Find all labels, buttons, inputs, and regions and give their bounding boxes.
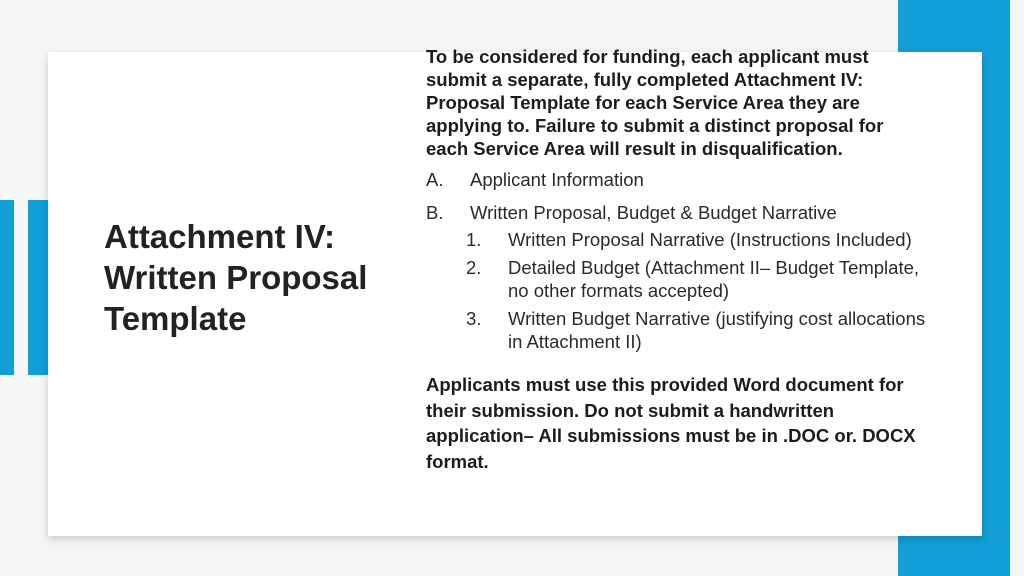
list-item-b	[426, 201, 926, 358]
requirements-list	[426, 168, 926, 358]
sub-list-marker: 2.	[466, 257, 482, 278]
sub-list-item-3	[466, 307, 926, 353]
accent-bar-left-outer	[0, 200, 14, 375]
list-item-a	[426, 168, 926, 191]
sub-list	[466, 228, 926, 353]
intro-paragraph: To be considered for funding, each applicant must submit a separate, fully completed Attachment IV: Proposal Template for each Service Area they are applying to. Failure to submit a distinct proposal for each Service Area will result in disqualification.	[426, 46, 884, 159]
closing-paragraph: Applicants must use this provided Word document for their submission. Do not submit a handwritten application– All submissions must be in .DOC or. DOCX format.	[426, 374, 916, 472]
list-item-body	[466, 201, 926, 358]
sub-list-item-text: Written Budget Narrative (justifying cost allocations in Attachment II)	[508, 308, 926, 352]
sub-list-item-1	[466, 228, 926, 251]
list-item-text: Applicant Information	[470, 169, 644, 190]
sub-list-item-2	[466, 256, 926, 302]
list-item-text: Written Proposal, Budget & Budget Narrative	[470, 202, 837, 223]
slide-title: Attachment IV: Written Proposal Template	[104, 218, 368, 337]
sub-list-item-text: Detailed Budget (Attachment II– Budget Template, no other formats accepted)	[508, 257, 920, 301]
accent-bar-left-inner	[28, 200, 48, 375]
sub-list-marker: 3.	[466, 308, 482, 329]
sub-list-marker: 1.	[466, 229, 482, 250]
list-marker: B.	[426, 202, 444, 223]
slide-content	[426, 45, 926, 474]
list-marker: A.	[426, 169, 444, 190]
sub-list-item-text: Written Proposal Narrative (Instructions Included)	[508, 229, 912, 250]
